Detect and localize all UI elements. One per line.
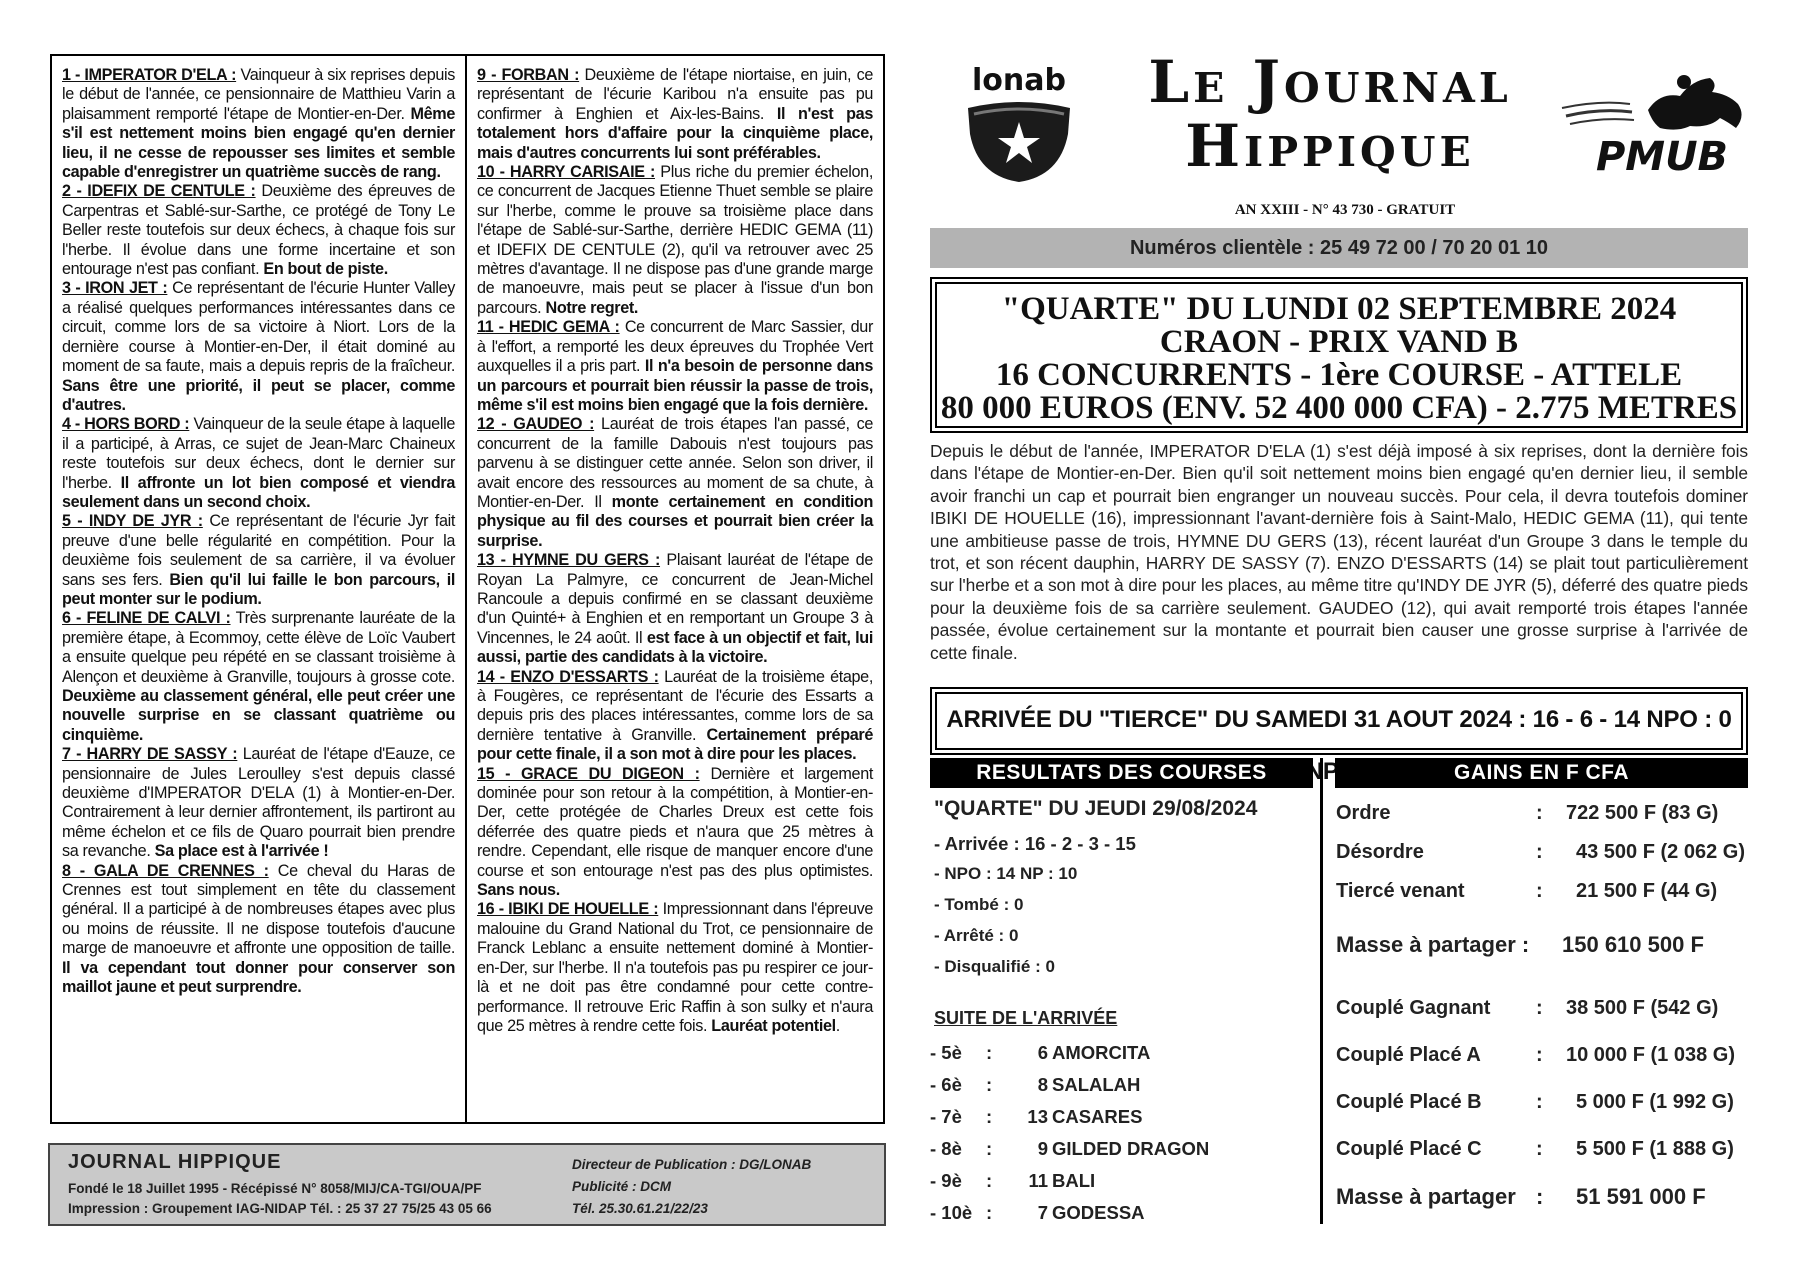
commentary-entry: 7 - HARRY DE SASSY : Lauréat de l'étape d'Eauze, ce pensionnaire de Jules Leroulley s'est depuis classé deuxième d'IMPERATOR D'ELA (1) à Montier-en-Der. Contrairement à leur dernier affrontement, ils partiront au même échelon et ce fils de Quaro pourrait bien prendre sa revanche. Sa place est à l'arrivée ! [62, 745, 455, 861]
commentary-entry: 5 - INDY DE JYR : Ce représentant de l'écurie Jyr fait preuve d'une belle régularité en compétition. Pour la deuxième fois seulement de sa carrière, il va évoluer sans ses fers. Bien qu'il lui faille le bon parcours, il peut monter sur le podium. [62, 512, 456, 608]
race-title-line-1: "QUARTE" DU LUNDI 02 SEPTEMBRE 2024 [1001, 291, 1677, 327]
footer-advertising: Publicité : DCM [572, 1179, 672, 1194]
footer-founded: Fondé le 18 Juillet 1995 - Récépissé N° 8058/MIJ/CA-TGI/OUA/PF [68, 1181, 482, 1196]
race-title-box [930, 277, 1748, 433]
race-title-line-4: 80 000 EUROS (ENV. 52 400 000 CFA) - 2.775 METRES [940, 390, 1738, 426]
commentary-entry: 16 - IBIKI DE HOUELLE : Impressionnant dans l'épreuve malouine du Grand National du Trot, ce pensionnaire de Franck Leblanc a ensuite nettement dominé à Montier-en-Der, sur l'herbe. Il n'a toutefois pas pu respirer ce jour-là et ne doit pas être condamné pour cette contre-performance. Il retrouve Eric Raffin à son sulky et n'aura que 25 mètres à rendre cette fois. Lauréat potentiel. [477, 900, 873, 1035]
footer-printing: Impression : Groupement IAG-NIDAP Tél. : 25 37 27 75/25 43 05 66 [68, 1201, 492, 1216]
commentary-entry: 1 - IMPERATOR D'ELA : Vainqueur à six reprises depuis le début de l'année, ce pensionnaire de Matthieu Varin a plaisamment remporté l'étape de Montier-en-Der. Même s'il est nettement moins bien engagé qu'en dernier lieu, il ne cesse de repousser ses limites et semble capable d'enregistrer un quatrième succès de rang. [62, 66, 455, 182]
horse-commentary-box [50, 54, 885, 1124]
tierce-arrival-text: ARRIVÉE DU "TIERCE" DU SAMEDI 31 AOUT 2024 : 16 - 6 - 14 NPO : 0 [935, 692, 1743, 750]
footer-phone: Tél. 25.30.61.21/22/23 [572, 1201, 708, 1216]
commentary-entry: 2 - IDEFIX DE CENTULE : Deuxième des épreuves de Carpentras et Sablé-sur-Sarthe, ce protégé de Tony Le Beller reste toutefois sur deux échecs, à chaque fois sur l'herbe. Il évolue dans une forme incertaine et son entourage n'est pas confiant. En bout de piste. [62, 182, 455, 279]
race-title-line-3: 16 CONCURRENTS - 1ère COURSE - ATTELE [995, 357, 1683, 393]
masthead-line-2: Hippique [1185, 112, 1475, 180]
commentary-column-2 [467, 56, 883, 1122]
edition-info: AN XXIII - N° 43 730 - GRATUIT [1234, 202, 1456, 218]
masthead-line-1: Le Journal [1148, 48, 1512, 116]
commentary-entry: 11 - HEDIC GEMA : Ce concurrent de Marc Sassier, dur à l'effort, a remporté les deux épreuves du Trophée Vert auxquelles il a pris part. Il n'a besoin de personne dans un parcours et pourrait bien réussir la passe de trois, même s'il est moins bien engagé que la fois dernière. [477, 318, 873, 414]
client-numbers-bar: Numéros clientèle : 25 49 72 00 / 70 20 01 10 [930, 228, 1748, 268]
results-subtitle: "QUARTE" DU JEUDI 29/08/2024 [934, 797, 1258, 820]
lonab-logo-text: lonab [972, 63, 1066, 98]
commentary-entry: 8 - GALA DE CRENNES : Ce cheval du Haras de Crennes est tout simplement en tête du classement général. Il a participé à de nombreuses étapes avec plus ou moins de réussite. Il ne dispose toutefois d'aucune marge de manoeuvre et affronte une opposition de taille. Il va cependant tout donner pour conserver son maillot jaune et peut surprendre. [62, 861, 455, 997]
result-line: - Arrêté : 0 [934, 926, 1019, 945]
masthead-title [1095, 50, 1565, 178]
commentary-entry: 12 - GAUDEO : Lauréat de trois étapes l'an passé, ce concurrent de la famille Dabouis n'est toujours pas parvenu à se distinguer cette année. Selon son driver, il avait encore des ressources au moment de sa chute, à Montier-en-Der. Il monte certainement en condition physique au fil des courses et pourrait bien créer la surprise. [477, 415, 874, 550]
footer-title: JOURNAL HIPPIQUE [68, 1151, 282, 1173]
gains-header: GAINS EN F CFA [1335, 758, 1748, 788]
result-line: - Arrivée : 16 - 2 - 3 - 15 [934, 833, 1136, 854]
suite-arrivee-title: SUITE DE L'ARRIVÉE [934, 1008, 1118, 1028]
footer-director: Directeur de Publication : DG/LONAB [572, 1157, 812, 1172]
race-summary: Depuis le début de l'année, IMPERATOR D'ELA (1) s'est déjà imposé à six reprises, dont la dernière fois dans l'étape de Montier-en-Der. Bien qu'il soit nettement moins bien engagé qu'en dernier lieu, il semble avoir franchi un cap et pourrait bien engranger un nouveau succès. Pour cela, il devra toutefois dominer IBIKI DE HOUELLE (16), impressionnant l'avant-dernière fois à Saint-Malo, HEDIC GEMA (11), qui tente une ambitieuse passe de trois, HYMNE DU GERS (13), récent lauréat d'un Groupe 3 dans le temple du trot, et son récent dauphin, HARRY DE SASSY (7). ENZO D'ESSARTS (14) se plait tout particulièrement sur l'herbe et a son mot à dire pour les places, au même titre qu'INDY DE JYR (5), déferré des quatre pieds pour la deuxième fois de sa carrière seulement. GAUDEO (12), qui avait remporté trois étapes l'année passée, évolue certainement sur la montante et pourrait bien causer une grosse surprise à l'arrivée de cette finale. [930, 441, 1748, 663]
result-line: - NPO : 14 NP : 10 [934, 864, 1078, 883]
commentary-entry: 3 - IRON JET : Ce représentant de l'écurie Hunter Valley a réalisé quelques performances intéressantes dans ce circuit, comme lors de sa victoire à Niort. Lors de la dernière course à Montier-en-Der, il était dominé au moment de sa faute, mais a depuis repris de la fraîcheur. Sans être une priorité, il peut se placer, comme d'autres. [62, 279, 456, 414]
column-divider [1320, 758, 1323, 1224]
publication-footer [48, 1143, 886, 1226]
commentary-entry: 15 - GRACE DU DIGEON : Dernière et largement dominée pour son retour à la compétition, à Montier-en-Der, cette protégée de Charles Dreux est cette fois déferrée des quatre pieds et n'aura que 25 mètres à rendre. Cependant, elle risque de manquer encore d'une course et son entourage n'est pas des plus optimistes. Sans nous. [477, 764, 873, 900]
commentary-entry: 9 - FORBAN : Deuxième de l'étape niortaise, en juin, ce représentant de l'écurie Karibou n'a ensuite pas pu confirmer à Enghien et Aix-les-Bains. Il n'est pas totalement hors d'affaire pour la cinquième place, mais d'autres concurrents lui sont préférables. [477, 66, 873, 162]
pmub-logo [1560, 70, 1760, 180]
result-line: - Tombé : 0 [934, 895, 1024, 914]
commentary-entry: 10 - HARRY CARISAIE : Plus riche du premier échelon, ce concurrent de Jacques Etienne Thuet semble se plaire sur l'herbe, comme le prouve sa troisième place dans l'étape de Sablé-sur-Sarthe, derrière HEDIC GEMA (11) et IDEFIX DE CENTULE (2), qu'il va retrouver avec 25 mètres d'avantage. Il ne dispose pas d'une grande marge de manoeuvre, mais peut se placer à l'issue d'un bon parcours. Notre regret. [477, 163, 873, 317]
pmub-logo-text: PMUB [1595, 134, 1729, 180]
commentary-entry: 13 - HYMNE DU GERS : Plaisant lauréat de l'étape de Royan La Palmyre, ce concurrent de Jean-Michel Rancoule a depuis confirmé en se classant deuxième d'un Quinté+ à Enghien et en remportant un Groupe 3 à Vincennes, le 24 août. Il est face à un objectif et fait, lui aussi, partie des candidats à la victoire. [477, 551, 873, 667]
results-header: RESULTATS DES COURSES [930, 758, 1313, 788]
commentary-column-1 [52, 56, 467, 1122]
result-line: - Disqualifié : 0 [934, 957, 1055, 976]
lonab-logo [960, 56, 1078, 186]
race-title-line-2: CRAON - PRIX VAND B [1159, 324, 1519, 360]
tierce-arrival-box [930, 687, 1748, 755]
commentary-entry: 4 - HORS BORD : Vainqueur de la seule étape à laquelle il a participé, à Arras, ce sujet de Jean-Marc Chaineux reste toutefois sur deux échecs, dont le dernier sur l'herbe. Il affronte un lot bien composé et viendra seulement dans un second choix. [62, 415, 455, 511]
commentary-entry: 6 - FELINE DE CALVI : Très surprenante lauréate de la première étape, à Ecommoy, cette élève de Loïc Vaubert a ensuite quelque peu répété en se classant troisième à Alençon et deuxième à Granville, toujours à grosse cote. Deuxième au classement général, elle peut créer une nouvelle surprise en se classant quatrième ou cinquième. [62, 609, 455, 744]
commentary-entry: 14 - ENZO D'ESSARTS : Lauréat de la troisième étape, à Fougères, ce représentant de l'écurie des Essarts a depuis pris des places intéressantes, comme lors de sa dernière tentative à Granville. Certainement préparé pour cette finale, il a son mot à dire pour les places. [477, 667, 873, 764]
